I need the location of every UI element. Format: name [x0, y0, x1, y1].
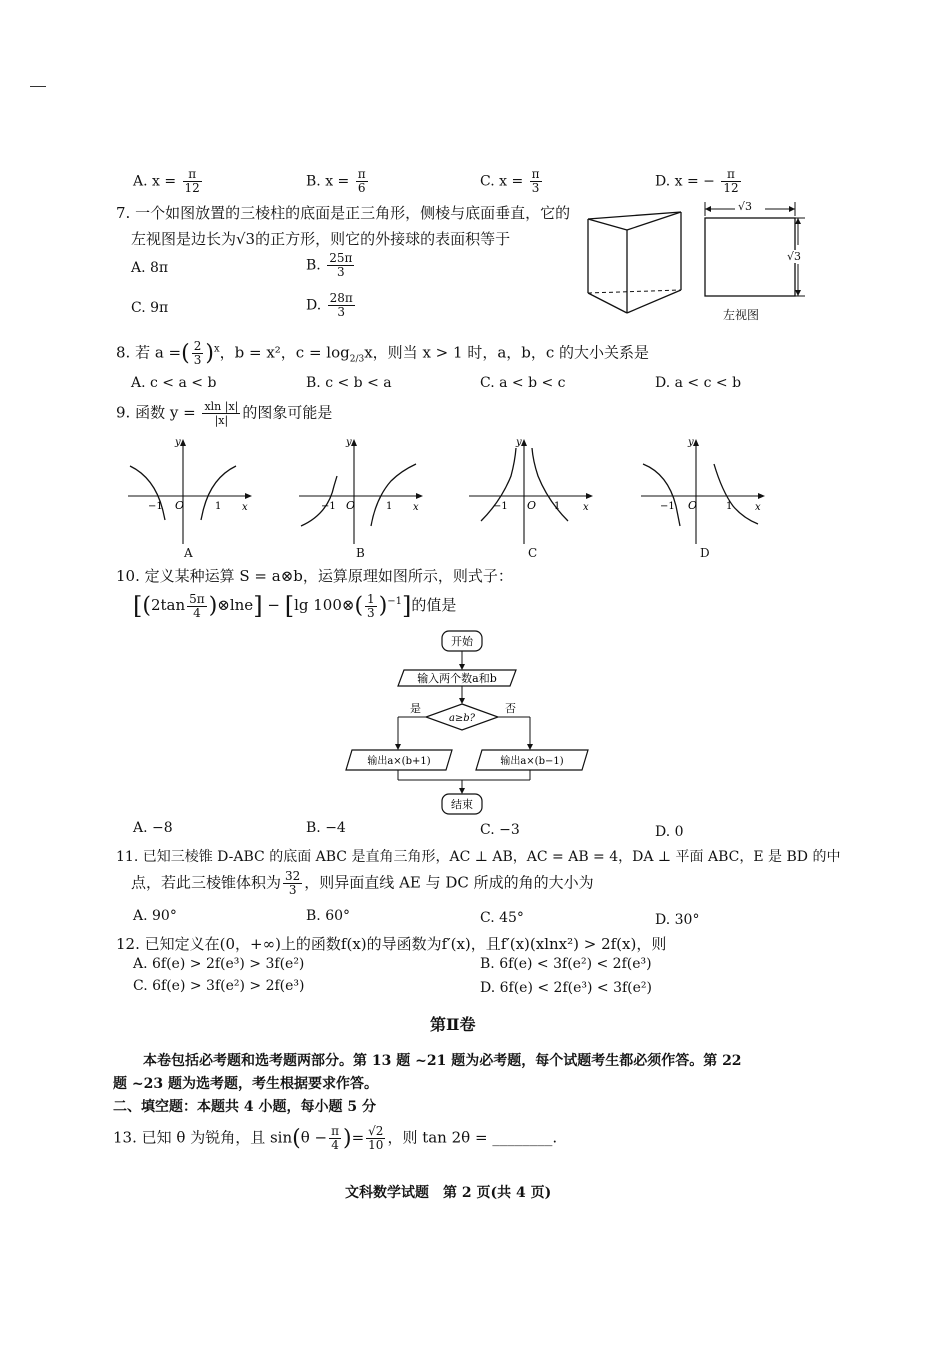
q9-graph-c-label: C	[528, 546, 538, 560]
part2-title: 第Ⅱ卷	[430, 1015, 476, 1034]
q8-option-d: D. a < c < b	[655, 375, 742, 391]
q9-d-pos: 1	[726, 501, 733, 512]
q8-option-c: C. a < b < c	[480, 375, 566, 391]
part2-intro-line1: 本卷包括必考题和选考题两部分。第 13 题 ~21 题为必考题，每个试题考生都必须作答。第 22	[143, 1053, 742, 1069]
q11-line1: 11. 已知三棱锥 D-ABC 的底面 ABC 是直角三角形，AC ⊥ AB，AC = AB = 4，DA ⊥ 平面 ABC，E 是 BD 的中	[116, 849, 841, 865]
q6-option-b: B. x = $\frac{\pi}{6}$	[306, 167, 366, 195]
q7-option-c: C. 9π	[131, 300, 169, 316]
q10-option-c: C. −3	[480, 822, 520, 838]
flow-yes: 是	[410, 702, 421, 715]
q8-stem: 8. 若 a =( $\frac{2}{3}$ )$^x$，b = x²，$c = \log_{2/3}x$，则当 x > 1 时，a，b，c 的大小关系是	[116, 339, 650, 367]
flow-no: 否	[505, 702, 516, 715]
q6-option-d: D. x = − $\frac{\pi}{12}$	[655, 167, 739, 195]
q12-option-b: B. 6f(e) < 3f(e²) < 2f(e³)	[480, 956, 652, 972]
q11-option-a: A. 90°	[133, 908, 177, 924]
q9-d-neg: −1	[660, 501, 675, 512]
q10-option-a: A. −8	[133, 820, 173, 836]
q7-option-d: D. $\frac{28\pi}{3}$	[306, 291, 353, 319]
q9-b-x: x	[413, 502, 419, 513]
q9-b-neg: −1	[321, 501, 336, 512]
q7-option-a: A. 8π	[131, 260, 169, 276]
q9-c-o: O	[527, 499, 537, 512]
q9-d-y: y	[688, 437, 694, 448]
q9-a-x: x	[242, 502, 248, 513]
q9-a-y: y	[175, 437, 181, 448]
q10-stem: 10. 定义某种运算 S = a⊗b，运算原理如图所示，则式子：	[116, 567, 513, 585]
q13-stem: 13. 已知 θ 为锐角，且 sin(θ − $\frac{\pi}{4}$ )= $\frac{√2}{10}$ ，则 tan 2θ = ________.	[113, 1124, 558, 1152]
part2-intro-line2: 题 ~23 题为选考题，考生根据要求作答。	[113, 1076, 378, 1092]
q9-a-o: O	[175, 499, 185, 512]
q12-option-c: C. 6f(e) > 3f(e²) > 2f(e³)	[133, 978, 305, 994]
q12-stem: 12. 已知定义在(0，+∞)上的函数f(x)的导函数为f′(x)，且f′(x)(xlnx²) > 2f(x)，则	[116, 935, 667, 953]
flow-out-right: 输出a×(b−1)	[500, 756, 564, 767]
q10-option-d: D. 0	[655, 824, 684, 840]
q9-c-y: y	[516, 437, 522, 448]
q10-expression: [(2tan $\frac{5\pi}{4}$ )⊗lne] − [lg 100⊗( $\frac{1}{3}$ )$^{-1}$]的值是	[133, 591, 457, 620]
q9-graph-d	[638, 436, 768, 546]
q11-option-b: B. 60°	[306, 908, 351, 924]
flow-out-left: 输出a×(b+1)	[367, 756, 431, 767]
q6-option-c: C. x = $\frac{\pi}{3}$	[480, 167, 540, 195]
q9-graph-c	[466, 436, 596, 546]
flow-start: 开始	[451, 635, 473, 648]
q9-d-o: O	[688, 499, 698, 512]
q9-b-o: O	[346, 499, 356, 512]
q9-c-pos: 1	[554, 501, 561, 512]
q11-line2: 点，若此三棱锥体积为 $\frac{32}{3}$ ，则异面直线 AE 与 DC 所成的角的大小为	[131, 869, 594, 897]
q9-c-x: x	[583, 502, 589, 513]
q9-graph-a	[125, 436, 255, 546]
q8-option-b: B. c < b < a	[306, 375, 392, 391]
left-view-caption: 左视图	[723, 308, 760, 322]
q12-option-d: D. 6f(e) < 2f(e³) < 3f(e²)	[480, 980, 653, 996]
q13-answer-blank: ________.	[492, 1128, 558, 1147]
flow-input: 输入两个数a和b	[417, 672, 497, 685]
q6-option-a: A. x = $\frac{\pi}{12}$	[133, 167, 200, 195]
left-view-top-label: √3	[738, 200, 753, 213]
part2-section-heading: 二、填空题：本题共 4 小题，每小题 5 分	[113, 1099, 376, 1115]
scan-mark	[30, 86, 46, 87]
left-view-figure	[695, 198, 810, 300]
q9-a-pos: 1	[215, 501, 222, 512]
q9-a-neg: −1	[148, 501, 163, 512]
q7-line1: 7. 一个如图放置的三棱柱的底面是正三角形，侧棱与底面垂直，它的	[116, 204, 571, 222]
q11-option-d: D. 30°	[655, 912, 700, 928]
prism-figure	[585, 205, 685, 320]
q10-option-b: B. −4	[306, 820, 346, 836]
q12-option-a: A. 6f(e) > 2f(e³) > 3f(e²)	[133, 956, 305, 972]
q9-d-x: x	[755, 502, 761, 513]
flow-end: 结束	[451, 798, 473, 811]
q9-c-neg: −1	[493, 501, 508, 512]
q9-graph-b-label: B	[356, 546, 365, 560]
q7-option-b: B. $\frac{25\pi}{3}$	[306, 251, 353, 279]
page-footer: 文科数学试题 第 2 页(共 4 页)	[345, 1185, 552, 1201]
left-view-right-label: √3	[787, 250, 802, 263]
flow-cond: a≥b?	[448, 713, 476, 724]
q9-graph-b	[296, 436, 426, 546]
q10-flowchart	[340, 628, 595, 818]
q9-stem: 9. 函数 y = $\frac{xln |x|}{|x|}$ 的图象可能是	[116, 400, 333, 427]
q8-option-a: A. c < a < b	[131, 375, 217, 391]
q11-option-c: C. 45°	[480, 910, 524, 926]
q7-line2: 左视图是边长为√3的正方形，则它的外接球的表面积等于	[131, 230, 511, 248]
q9-graph-a-label: A	[184, 546, 193, 560]
q9-graph-d-label: D	[700, 546, 710, 560]
q9-b-y: y	[346, 437, 352, 448]
q9-b-pos: 1	[386, 501, 393, 512]
